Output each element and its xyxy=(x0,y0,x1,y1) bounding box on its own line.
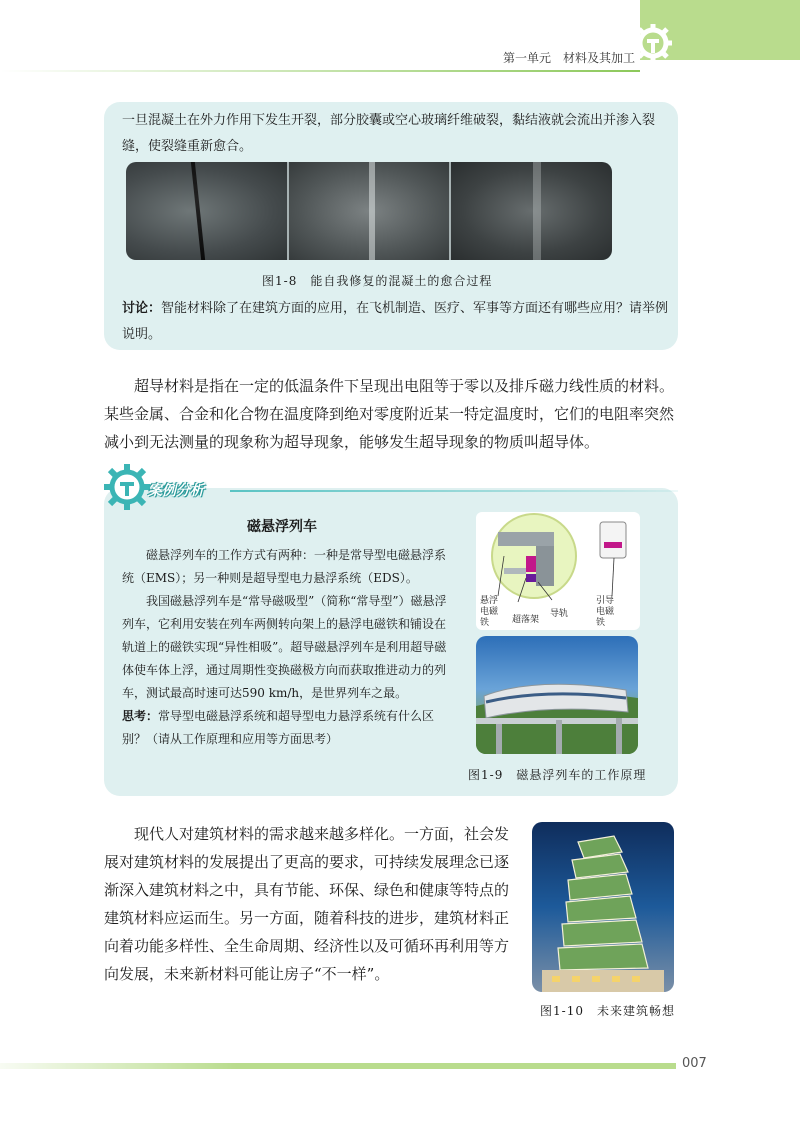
maglev-train-illustration xyxy=(476,636,638,754)
concrete-photo-cracked xyxy=(126,162,287,260)
unit-title: 第一单元 材料及其加工 xyxy=(502,51,635,65)
case-title: 磁悬浮列车 xyxy=(247,519,317,535)
case-paragraph-1: 磁悬浮列车的工作方式有两种：一种是常导型电磁悬浮系统（EMS）；另一种则是超导型电力悬浮系统（EDS）。 xyxy=(122,548,447,585)
future-building-photo xyxy=(532,822,674,992)
header-rule xyxy=(0,70,640,72)
label-rail: 导轨 xyxy=(550,609,569,619)
case-gear-icon xyxy=(102,462,152,512)
label-levitation-magnet: 悬浮电磁铁 xyxy=(480,596,499,628)
concrete-photo-healed xyxy=(449,162,612,260)
paragraph-building: 现代人对建筑材料的需求越来越多样化。一方面，社会发展对建筑材料的发展提出了更高的要求，可持续发展理念已逐渐深入建筑材料之中，具有节能、环保、绿色和健康等特点的建筑材料应运而生。另一方面，随着科技的进步，建筑材料正向着功能多样性、全生命周期、经济性以及可循环再利用等方向发展，未来新材料可能让房子“不一样”。 xyxy=(104,825,510,983)
future-building-illustration xyxy=(532,822,674,992)
case-header-rule xyxy=(230,490,678,492)
label-frame: 超落架 xyxy=(512,615,540,625)
case-analysis-label: 案例分析 xyxy=(148,483,204,499)
think-text: 常导型电磁悬浮系统和超导型电力悬浮系统有什么区别？（请从工作原理和应用等方面思考） xyxy=(122,709,435,746)
figure-1-8-caption: 图1-8 能自我修复的混凝土的愈合过程 xyxy=(262,274,493,288)
discussion-block xyxy=(122,296,670,348)
case-paragraph-2: 我国磁悬浮列车是“常导磁吸型”（简称“常导型”）磁悬浮列车，它利用安装在列车两侧转向架上的悬浮电磁铁和铺设在轨道上的磁铁实现“异性相吸”。超导磁悬浮列车是利用超导磁体使车体上浮，通过周期性变换磁极方向而获取推进动力的列车，测试最高时速可达590 km/h，是世界列车之最。 xyxy=(122,594,447,700)
discussion-label: 讨论： xyxy=(122,301,162,316)
case-think xyxy=(122,705,452,751)
concrete-photo-strip xyxy=(126,162,612,260)
concrete-text: 一旦混凝土在外力作用下发生开裂，部分胶囊或空心玻璃纤维破裂，黏结液就会流出并渗入裂缝，使裂缝重新愈合。 xyxy=(122,113,656,154)
case-body xyxy=(122,544,452,751)
maglev-diagram xyxy=(476,512,640,630)
figure-1-10-caption: 图1-10 未来建筑畅想 xyxy=(540,1004,675,1018)
concrete-photo-healing xyxy=(287,162,450,260)
maglev-train-photo xyxy=(476,636,638,754)
label-guide-magnet: 引导电磁铁 xyxy=(596,596,615,628)
page-number: 007 xyxy=(682,1056,707,1071)
discussion-text: 智能材料除了在建筑方面的应用，在飞机制造、医疗、军事等方面还有哪些应用？请举例说明。 xyxy=(122,301,669,342)
figure-1-9-caption: 图1-9 磁悬浮列车的工作原理 xyxy=(468,768,647,782)
paragraph-superconductor: 超导材料是指在一定的低温条件下呈现出电阻等于零以及排斥磁力线性质的材料。某些金属、合金和化合物在温度降到绝对零度附近某一特定温度时，它们的电阻率突然减小到无法测量的现象称为超导现象，能够发生超导现象的物质叫超导体。 xyxy=(104,377,675,451)
think-label: 思考： xyxy=(122,709,159,723)
footer-rule xyxy=(0,1063,676,1069)
gear-icon xyxy=(632,22,674,64)
